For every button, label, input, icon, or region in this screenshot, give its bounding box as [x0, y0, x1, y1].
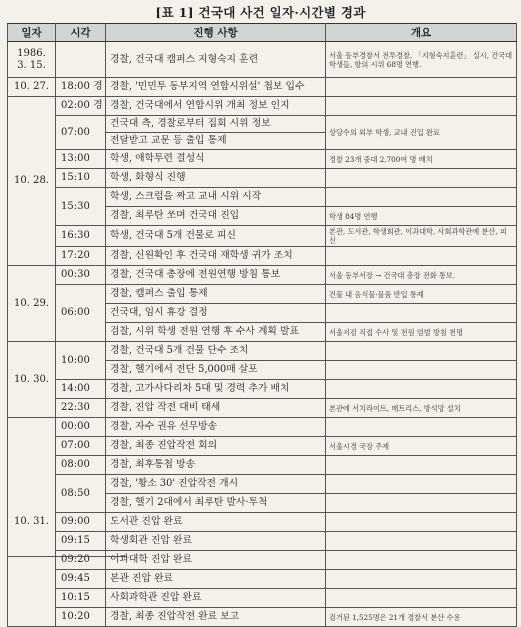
outline-cell: 검거된 1,525명은 21개 경찰서 분산 수용 — [326, 608, 517, 627]
action-cell: 경찰, 최종 진압작전 회의 — [106, 437, 326, 456]
outline-cell — [326, 380, 517, 399]
outline-cell — [326, 361, 517, 380]
outline-cell — [326, 97, 517, 116]
table-row — [8, 608, 517, 627]
time-cell: 18:00 경 — [56, 78, 106, 97]
table-row — [8, 42, 517, 78]
outline-cell: 서울지검 직접 수사 및 전원 엄벌 방침 천명 — [326, 323, 517, 342]
table-row — [8, 342, 517, 361]
table-row — [8, 570, 517, 589]
action-cell: 경찰, 최루탄 쏘며 건국대 진입 — [106, 207, 326, 226]
date-line: 1986. — [17, 47, 46, 59]
header-row — [8, 24, 517, 42]
table-row — [8, 513, 517, 532]
table-row — [8, 551, 517, 570]
table-row — [8, 285, 517, 304]
time-cell: 15:10 — [56, 169, 106, 188]
time-cell: 00:00 — [56, 418, 106, 437]
time-cell: 06:00 — [56, 285, 106, 342]
table-row — [8, 188, 517, 207]
time-cell: 13:00 — [56, 150, 106, 169]
outline-cell — [326, 475, 517, 494]
time-cell: 09:20 — [56, 551, 106, 570]
action-cell: 건국대, 임시 휴강 결정 — [106, 304, 326, 323]
outline-cell — [326, 513, 517, 532]
action-cell: 전달받고 교문 등 출입 통제 — [106, 133, 326, 150]
time-cell: 15:30 — [56, 188, 106, 226]
outline-cell: 서울 동부경찰서 전투경찰, 「지형숙지훈련」 실시, 건국대 학생들, 항의 시위 68명 연행. — [326, 42, 517, 78]
action-cell: 학생회관 진압 완료 — [106, 532, 326, 551]
table-row — [8, 78, 517, 97]
outline-cell — [326, 78, 517, 97]
table-row — [8, 399, 517, 418]
action-cell: 학생, 화형식 진행 — [106, 169, 326, 188]
outline-cell — [326, 532, 517, 551]
time-cell: 17:20 — [56, 247, 106, 266]
time-cell: 09:00 — [56, 513, 106, 532]
time-cell: 14:00 — [56, 380, 106, 399]
date-cell: 10. 31. — [8, 418, 56, 627]
outline-cell — [326, 247, 517, 266]
footnote-divider — [7, 556, 127, 557]
table-row — [8, 437, 517, 456]
date-cell — [8, 42, 56, 78]
time-cell: 07:00 — [56, 116, 106, 150]
action-cell: 경찰, 헬기에서 전단 5,000매 살포 — [106, 361, 326, 380]
outline-cell — [326, 342, 517, 361]
outline-cell — [326, 551, 517, 570]
time-cell: 10:20 — [56, 608, 106, 627]
header-action: 진행 사항 — [106, 24, 326, 42]
outline-cell: 학생 84명 연행 — [326, 207, 517, 226]
action-cell: 경찰, 헬기 2대에서 최루탄 발사·투척 — [106, 494, 326, 513]
action-cell: 경찰, 최종 진압작전 완료 보고 — [106, 608, 326, 627]
table-row — [8, 97, 517, 116]
time-cell: 09:45 — [56, 570, 106, 589]
outline-cell — [326, 494, 517, 513]
table-row — [8, 150, 517, 169]
date-cell: 10. 30. — [8, 342, 56, 418]
action-cell: 경찰, 건국대에서 연합시위 개최 정보 인지 — [106, 97, 326, 116]
time-cell: 10:15 — [56, 589, 106, 608]
time-cell: 09:15 — [56, 532, 106, 551]
action-cell: 이과대학 진압 완료 — [106, 551, 326, 570]
action-cell: 건국대 측, 경찰로부터 집회 시위 정보 — [106, 116, 326, 133]
outline-cell — [326, 456, 517, 475]
outline-cell — [326, 188, 517, 207]
outline-cell: 본관, 도서관, 학생회관, 이과대학, 사회과학관에 분산, 피신 — [326, 226, 517, 247]
outline-cell — [326, 589, 517, 608]
outline-cell — [326, 418, 517, 437]
outline-cell: 경찰 23개 중대 2,700여 명 배치 — [326, 150, 517, 169]
outline-cell: 서울 동부서장 → 건국대 총장 전화 통보. — [326, 266, 517, 285]
action-cell: 경찰, 건국대 총장에 전원연행 방침 통보 — [106, 266, 326, 285]
time-cell: 10:00 — [56, 342, 106, 380]
time-cell: 08:00 — [56, 456, 106, 475]
table-row — [8, 532, 517, 551]
time-cell: 07:00 — [56, 437, 106, 456]
table-title: [표 1] 건국대 사건 일자·시간별 경과 — [155, 5, 366, 20]
table-row — [8, 266, 517, 285]
time-cell: 16:30 — [56, 226, 106, 247]
table-row — [8, 418, 517, 437]
outline-cell — [326, 304, 517, 323]
time-cell — [56, 42, 106, 78]
action-cell: 경찰, 고가사다리차 5대 및 경력 추가 배치 — [106, 380, 326, 399]
time-cell: 02:00 경 — [56, 97, 106, 116]
action-cell: 경찰, 신원확인 후 건국대 재학생 귀가 조치 — [106, 247, 326, 266]
outline-cell: 서울시경 국장 주재 — [326, 437, 517, 456]
table-row — [8, 247, 517, 266]
table-row — [8, 456, 517, 475]
action-cell: 경찰, 건국대 캠퍼스 지형숙지 훈련 — [106, 42, 326, 78]
action-cell: 경찰, 진압 작전 대비 태세 — [106, 399, 326, 418]
action-cell: 경찰, 최후통첩 방송 — [106, 456, 326, 475]
header-date: 일자 — [8, 24, 56, 42]
action-cell: 경찰, 자수 권유 선무방송 — [106, 418, 326, 437]
outline-cell: 건물 내 음식물·물품 반입 통제 — [326, 285, 517, 304]
time-cell: 00:30 — [56, 266, 106, 285]
table-row — [8, 116, 517, 133]
action-cell: 경찰, '황소 30' 진압작전 개시 — [106, 475, 326, 494]
outline-cell — [326, 570, 517, 589]
outline-cell: 본관에 서치라이트, 매트리스, 방석망 설치 — [326, 399, 517, 418]
time-cell: 22:30 — [56, 399, 106, 418]
table-row — [8, 589, 517, 608]
header-time: 시각 — [56, 24, 106, 42]
header-outline: 개요 — [326, 24, 517, 42]
action-cell: 학생, 건국대 5개 건물로 피신 — [106, 226, 326, 247]
action-cell: 경찰, 건국대 5개 건물 단수 조치 — [106, 342, 326, 361]
outline-cell: 상당수의 외부 학생, 교내 진입 완료 — [326, 116, 517, 150]
date-cell: 10. 28. — [8, 97, 56, 266]
action-cell: 경찰, 캠퍼스 출입 통제 — [106, 285, 326, 304]
timeline-table — [7, 23, 517, 627]
outline-cell — [326, 169, 517, 188]
action-cell: 학생, 스크럼을 짜고 교내 시위 시작 — [106, 188, 326, 207]
table-row — [8, 475, 517, 494]
action-cell: 검찰, 시위 학생 전원 연행 후 수사 계획 발표 — [106, 323, 326, 342]
date-cell: 10. 27. — [8, 78, 56, 97]
action-cell: 경찰, '민민투 동부지역 연합시위설' 첩보 입수 — [106, 78, 326, 97]
table-row — [8, 169, 517, 188]
action-cell: 본관 진압 완료 — [106, 570, 326, 589]
action-cell: 도서관 진압 완료 — [106, 513, 326, 532]
table-row — [8, 380, 517, 399]
date-line: 3. 15. — [17, 59, 46, 71]
action-cell: 사회과학관 진압 완료 — [106, 589, 326, 608]
date-cell: 10. 29. — [8, 266, 56, 342]
action-cell: 학생, 애학투련 결성식 — [106, 150, 326, 169]
time-cell: 08:50 — [56, 475, 106, 513]
